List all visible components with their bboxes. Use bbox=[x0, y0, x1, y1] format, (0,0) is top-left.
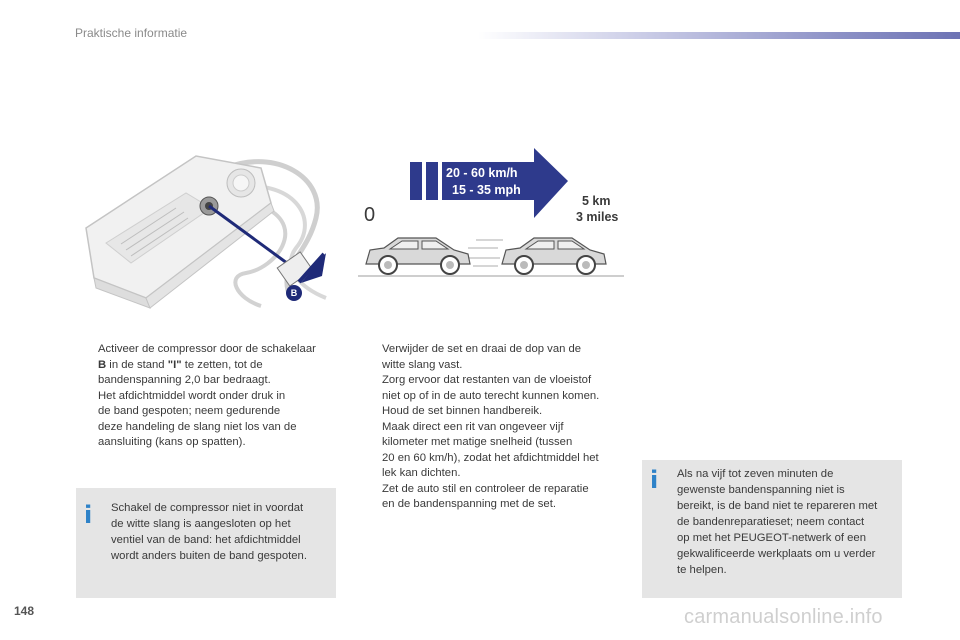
text-fragment: in de stand bbox=[106, 358, 168, 371]
text-line: op met het PEUGEOT-netwerk of een bbox=[677, 532, 866, 544]
text-line: wordt anders buiten de band gespoten. bbox=[111, 550, 307, 562]
text-line: te helpen. bbox=[677, 564, 727, 576]
info-icon: i bbox=[650, 466, 659, 494]
speed-kmh-label: 20 - 60 km/h bbox=[446, 166, 518, 180]
info-text bbox=[111, 500, 333, 564]
text-line: Als na vijf tot zeven minuten de bbox=[677, 468, 834, 480]
page-number: 148 bbox=[14, 604, 35, 618]
text-line: de witte slang is aangesloten op het bbox=[111, 518, 291, 530]
text-line: kilometer met matige snelheid (tussen bbox=[382, 436, 573, 448]
instruction-item bbox=[362, 482, 630, 513]
text-line: ventiel van de band: het afdichtmiddel bbox=[111, 534, 301, 546]
switch-letter: B bbox=[98, 358, 107, 371]
text-line: de bandenreparatieset; neem contact bbox=[677, 516, 865, 528]
text-line: 20 en 60 km/h), zodat het afdichtmiddel het bbox=[382, 451, 599, 464]
text-line: bandenspanning 2,0 bar bedraagt. bbox=[98, 374, 271, 386]
text-line: witte slang vast. bbox=[382, 358, 463, 371]
text-line: Schakel de compressor niet in voordat bbox=[111, 502, 304, 514]
text-fragment: te zetten, tot de bbox=[181, 358, 263, 371]
info-box-compressor bbox=[76, 488, 336, 598]
text-line: deze handeling de slang niet los van de bbox=[98, 420, 297, 433]
instruction-column-1 bbox=[78, 342, 340, 451]
text-line: gewenste bandenspanning niet is bbox=[677, 484, 845, 496]
text-line: de band gespoten; neem gedurende bbox=[98, 405, 281, 417]
switch-position: "I" bbox=[167, 358, 182, 371]
text-line: Het afdichtmiddel wordt onder druk in bbox=[98, 389, 286, 402]
text-line bbox=[98, 358, 340, 374]
text-line: lek kan dichten. bbox=[382, 467, 461, 479]
text-line: Verwijder de set en draai de dop van de bbox=[382, 343, 582, 355]
text-line: aansluiting (kans op spatten). bbox=[98, 436, 246, 448]
info-box-pressure bbox=[642, 460, 902, 598]
header-bar bbox=[478, 32, 960, 39]
text-line: Houd de set binnen handbereik. bbox=[382, 405, 543, 417]
instruction-item bbox=[362, 420, 630, 482]
text-line: niet op of in de auto terecht kunnen komen. bbox=[382, 389, 600, 402]
speed-mph-label: 15 - 35 mph bbox=[452, 183, 521, 197]
info-icon: i bbox=[84, 501, 93, 529]
text-line: bereikt, is de band niet te repareren met bbox=[677, 500, 878, 512]
text-line: Zet de auto stil en controleer de reparatie bbox=[382, 482, 589, 495]
instruction-item bbox=[78, 342, 340, 451]
text-line: Activeer de compressor door de schakelaar bbox=[98, 343, 316, 355]
instruction-item bbox=[362, 342, 630, 420]
callout-b-badge: B bbox=[286, 285, 302, 301]
text-line: en de bandenspanning met de set. bbox=[382, 498, 556, 510]
driving-illustration bbox=[358, 148, 624, 283]
distance-km-label: 5 km bbox=[582, 194, 611, 208]
watermark: carmanualsonline.info bbox=[684, 606, 883, 628]
compressor-illustration bbox=[76, 148, 336, 310]
text-line: gekwalificeerde werkplaats om u verder bbox=[677, 548, 876, 560]
info-text bbox=[677, 466, 901, 578]
start-label: 0 bbox=[364, 204, 376, 226]
section-title: Praktische informatie bbox=[75, 26, 188, 40]
instruction-column-2 bbox=[362, 342, 630, 513]
text-line: Maak direct een rit van ongeveer vijf bbox=[382, 420, 564, 433]
distance-miles-label: 3 miles bbox=[576, 210, 619, 224]
text-line: Zorg ervoor dat restanten van de vloeistof bbox=[382, 374, 592, 386]
